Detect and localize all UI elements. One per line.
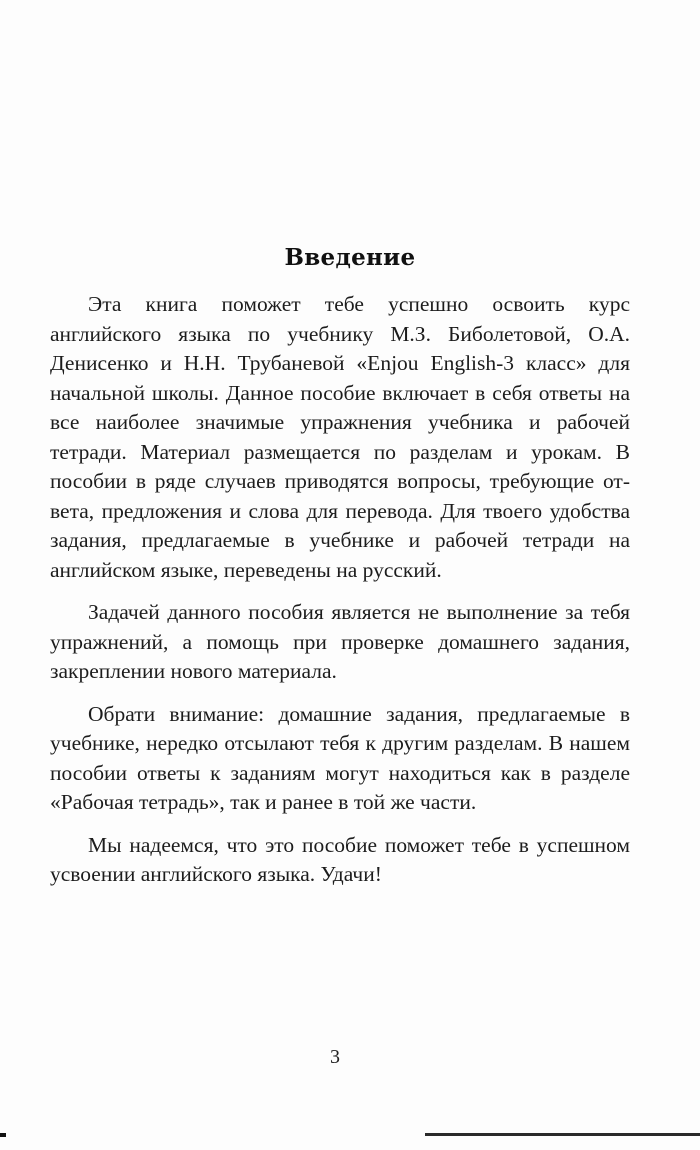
paragraph-3: Обрати внимание: домашние задания, предлагаемые в учебнике, нередко отсылают тебя к другим разделам. В нашем пособии ответы к заданиям могут находиться как в разделе «Рабочая тетрадь», так и ранее в той же части. <box>50 701 630 814</box>
page-number: 3 <box>330 1046 340 1068</box>
scan-edge-line <box>425 1133 700 1136</box>
page-title: Введение <box>284 244 416 271</box>
paragraph-4: Мы надеемся, что это пособие поможет тебе в успешном усвоении английского языка. Удачи! <box>50 832 630 886</box>
introduction-body <box>50 290 630 903</box>
scan-edge-mark <box>0 1133 6 1137</box>
paragraph-2: Задачей данного пособия является не выполнение за тебя упражнений, а помощь при проверке домашнего задания, закреплении нового материала. <box>50 600 630 683</box>
paragraph-1: Эта книга поможет тебе успешно освоить курс английского языка по учебнику М.З. Биболетовой, О.А. Денисенко и Н.Н. Трубаневой «Enjou English-3 класс» для начальной школы. Данное пособие включает в себя ответы на все наиболее значимые упражнения учебника и рабочей тетради. Материал размещается по разделам и урокам. В пособии в ряде случаев приводятся вопросы, требующие ответа, предложения и слова для перевода. Для твоего удобства задания, предлагаемые в учебнике и рабочей тетради на английском языке, переведены на русский. <box>50 292 630 582</box>
